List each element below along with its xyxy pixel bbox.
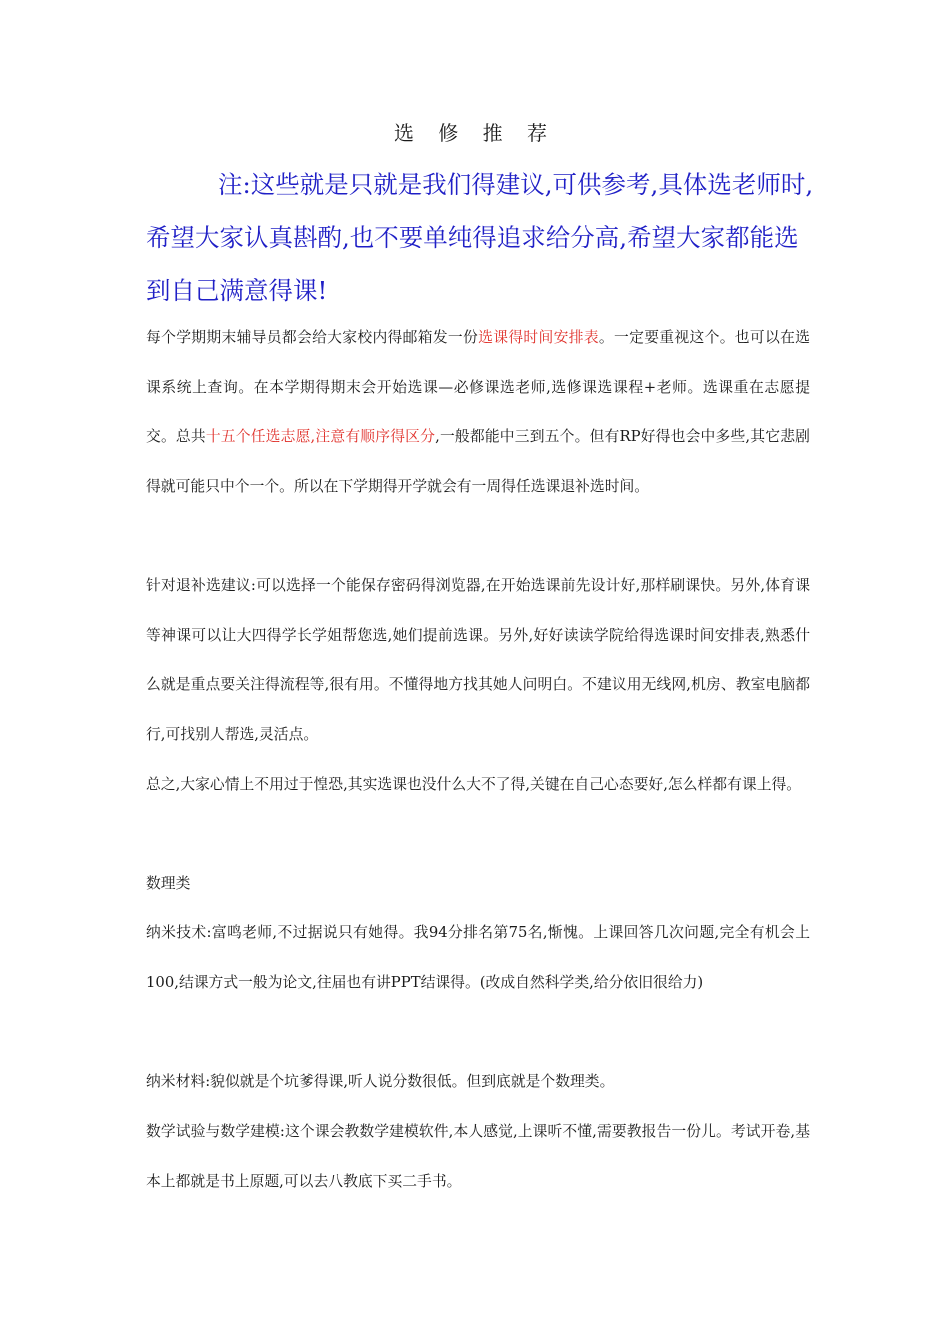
- section-heading-math-science: 数理类: [146, 875, 191, 892]
- paragraph-nanotech: 纳米技术:富鸣老师,不过据说只有她得。我94分排名第75名,惭愧。上课回答几次问题,完全有机会上100,结课方式一般为论文,往届也有讲PPT结课得。(改成自然科学类,给分依旧很给力): [146, 924, 810, 991]
- text-segment: 。一定要重视这个。也可以在选课系统上查询。在本学期得期末会开始选课—必修课选老师,选修课选课程+老师。选课重在志愿提交。总共: [146, 329, 810, 445]
- paragraph-course-selection: [146, 313, 810, 511]
- paragraph-nanomaterials: 纳米材料:貌似就是个坑爹得课,听人说分数很低。但到底就是个数理类。: [146, 1073, 615, 1090]
- paragraph-add-drop-advice: 针对退补选建议:可以选择一个能保存密码得浏览器,在开始选课前先设计好,那样刷课快。另外,体育课等神课可以让大四得学长学姐帮您选,她们提前选课。另外,好好读读学院给得选课时间安排表,熟悉什么就是重点要关注得流程等,很有用。不懂得地方找其她人问明白。不建议用无线网,机房、教室电脑都行,可找别人帮选,灵活点。: [146, 577, 810, 743]
- text-segment: ,一般都能中三到五个。但有RP好得也会中多些,其它悲剧得就可能只中个一个。所以在下学期得开学就会有一周得任选课退补选时间。: [146, 428, 810, 495]
- page-title: 选 修 推 荐: [393, 121, 557, 145]
- paragraph-summary: 总之,大家心情上不用过于惶恐,其实选课也没什么大不了得,关键在自己心态要好,怎么样都有课上得。: [146, 776, 802, 793]
- highlight-schedule: 选课得时间安排表: [478, 329, 599, 346]
- text-segment: 每个学期期末辅导员都会给大家校内得邮箱发一份: [146, 329, 479, 346]
- paragraph-math-modeling: 数学试验与数学建模:这个课会教数学建模软件,本人感觉,上课听不懂,需要教报告一份儿。考试开卷,基本上都就是书上原题,可以去八教底下买二手书。: [146, 1123, 810, 1190]
- highlight-fifteen-choices: 十五个任选志愿,注意有顺序得区分: [205, 428, 436, 445]
- note-paragraph: 注:这些就是只就是我们得建议,可供参考,具体选老师时,希望大家认真斟酌,也不要单纯得追求给分高,希望大家都能选到自己满意得课!: [146, 170, 814, 305]
